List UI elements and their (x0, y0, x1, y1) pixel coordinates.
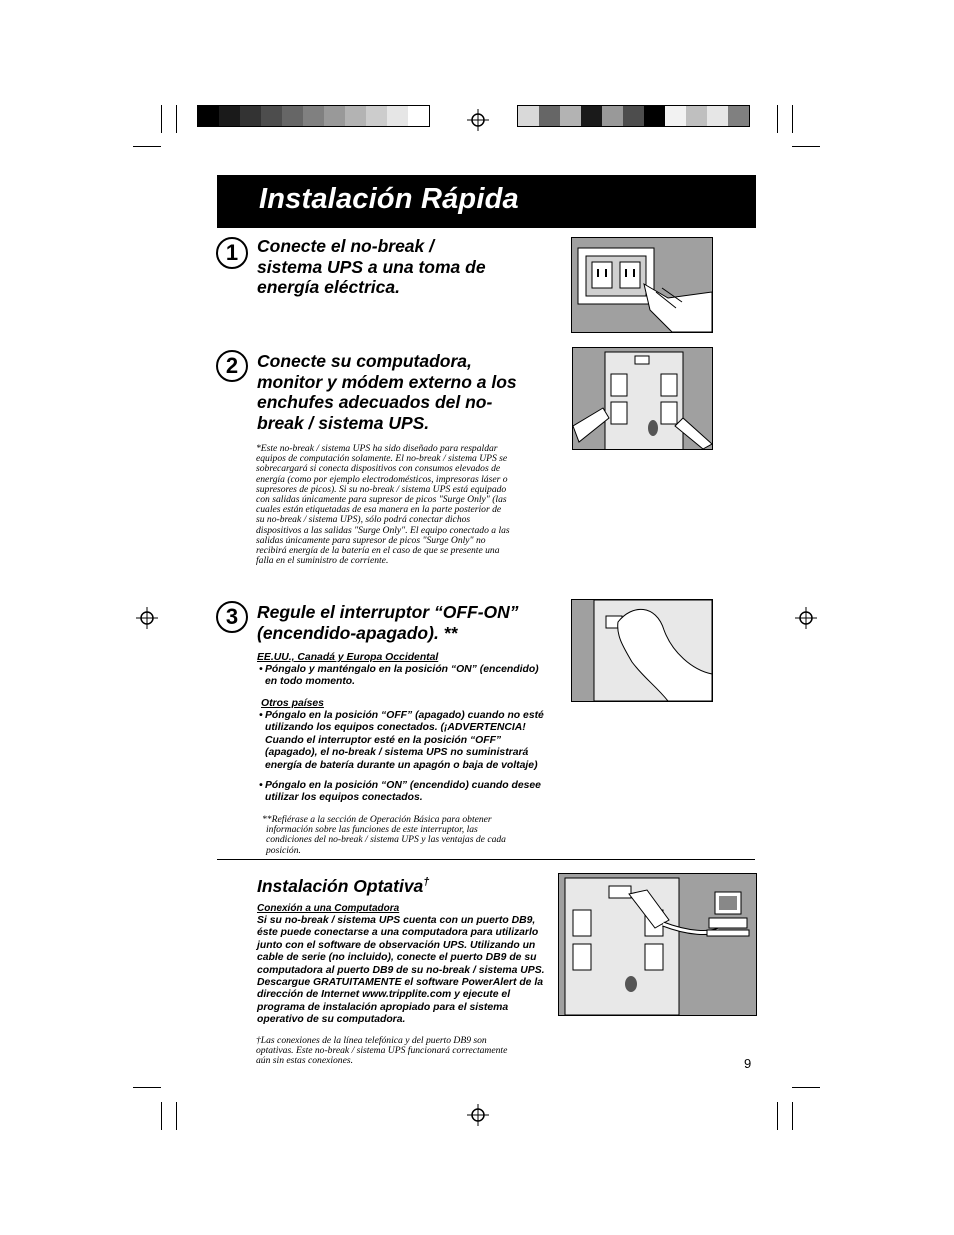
step-number-3: 3 (216, 601, 248, 633)
region-2-bullet-2: • Póngalo en la posición “ON” (encendido) cuando desee utilizar los equipos conectados. (259, 780, 541, 804)
ups-rear-panel-illustration (572, 347, 713, 450)
registration-mark-icon (467, 109, 489, 131)
step-3-footnote: **Refiérase a la sección de Operación Básica para obtener información sobre las funciones de este interruptor, las condiciones del no-break / sistema UPS y las ventajas de cada posición. (262, 814, 506, 856)
region-title-other-countries: Otros países (261, 698, 324, 709)
step-number-1: 1 (216, 237, 248, 269)
step-2-note: *Este no-break / sistema UPS ha sido diseñado para respaldar equipos de computación solamente. El no-break / sistema UPS se sobrecargará si conecta dispositivos con consumos elevados de energía (como por ejemplo electrodomésticos, impresoras láser o supresores de picos). Si su no-break / sistema UPS está equipado con salidas únicamente para supresor de picos "Surge Only" (las cuales están etiquetadas de esa manera en la parte posterior de su no-break / sistema UPS), sólo podrá conectar dichos dispositivos a las salidas "Surge Only". El equipo conectado a las salidas únicamente para supresor de picos "Surge Only" no recibirá energía de la batería en el caso de que se presente una falla en el suministro de corriente. (256, 443, 510, 567)
step-1-heading: Conecte el no-break / sistema UPS a una toma de energía eléctrica. (257, 236, 486, 297)
page-title: Instalación Rápida (259, 183, 519, 215)
region-1-bullet: • Póngalo y manténgalo en la posición “ON” (encendido) en todo momento. (259, 664, 539, 688)
optional-install-heading: Instalación Optativa† (257, 875, 430, 896)
registration-mark-icon (136, 607, 158, 629)
registration-mark-icon (467, 1104, 489, 1126)
computer-connection-subtitle: Conexión a una Computadora (257, 903, 400, 914)
region-2-bullet-1: • Póngalo en la posición “OFF” (apagado) cuando no esté utilizando los equipos conectados. (¡ADVERTENCIA! Cuando el interruptor esté en la posición “OFF” (apagado), el no-break / sistema UPS no suministrará energía de batería durante un apagón o baja de voltaje) (259, 710, 544, 771)
registration-mark-icon (795, 607, 817, 629)
color-bar-left (197, 105, 430, 127)
optional-footnote: †Las conexiones de la línea telefónica y del puerto DB9 son optativas. Este no-break / sistema UPS funcionará correctamente aún sin estas conexiones. (256, 1035, 508, 1067)
step-2-heading: Conecte su computadora, monitor y módem externo a los enchufes adecuados del no- break / sistema UPS. (257, 351, 517, 433)
step-number-2: 2 (216, 350, 248, 382)
color-bar-right (517, 105, 750, 127)
wall-outlet-illustration (571, 237, 713, 333)
region-title-us-canada-europe: EE.UU., Canadá y Europa Occidental (257, 652, 439, 663)
optional-install-body: Si su no-break / sistema UPS cuenta con un puerto DB9, éste puede conectarse a una computadora para utilizarlo junto con el software de observación UPS. Utilizando un cable de serie (no incluido), conecte el puerto DB9 de su computadora al puerto DB9 de su no-break / sistema UPS. Descargue GRATUITAMENTE el software PowerAlert de la dirección de Internet www.tripplite.com y ejecute el programa de instalación apropiado para el sistema operativo de su computadora. (257, 915, 545, 1026)
page-number: 9 (744, 1056, 752, 1071)
db9-connection-illustration (558, 873, 757, 1016)
title-band (217, 175, 756, 228)
power-switch-illustration (571, 599, 713, 702)
step-3-heading: Regule el interruptor “OFF-ON” (encendido-apagado). ** (257, 602, 519, 643)
section-divider (217, 859, 755, 860)
